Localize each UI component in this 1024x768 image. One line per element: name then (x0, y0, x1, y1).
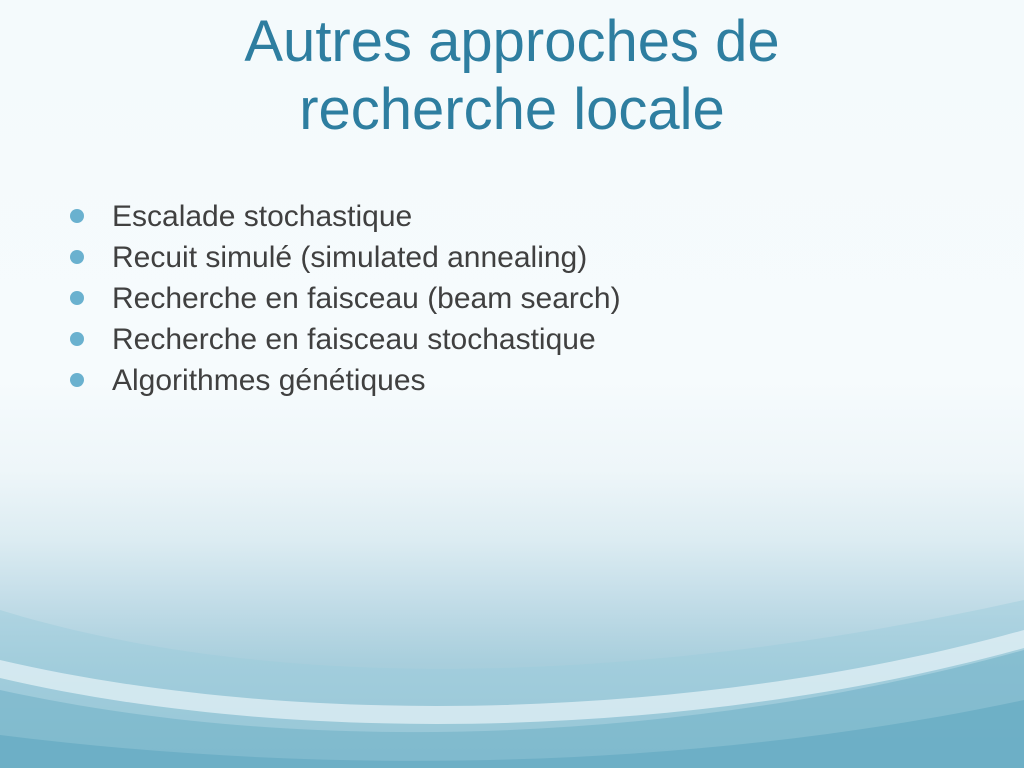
bullet-dot-icon (70, 291, 84, 305)
bullet-item (66, 319, 621, 360)
title-line-2: recherche locale (299, 77, 725, 142)
bullet-text: Algorithmes génétiques (112, 364, 426, 397)
bullet-dot-icon (70, 373, 84, 387)
bullet-item (66, 278, 621, 319)
bullet-item (66, 237, 621, 278)
title-line-1: Autres approches de (244, 9, 780, 74)
bullet-text: Recherche en faisceau (beam search) (112, 282, 621, 315)
slide-title (0, 8, 1024, 144)
bullet-item (66, 196, 621, 237)
bullet-list (66, 196, 621, 401)
bullet-dot-icon (70, 209, 84, 223)
bullet-text: Escalade stochastique (112, 200, 413, 233)
bullet-dot-icon (70, 332, 84, 346)
bullet-dot-icon (70, 250, 84, 264)
bullet-item (66, 360, 621, 401)
bullet-text: Recuit simulé (simulated annealing) (112, 241, 588, 274)
bullet-text: Recherche en faisceau stochastique (112, 323, 596, 356)
